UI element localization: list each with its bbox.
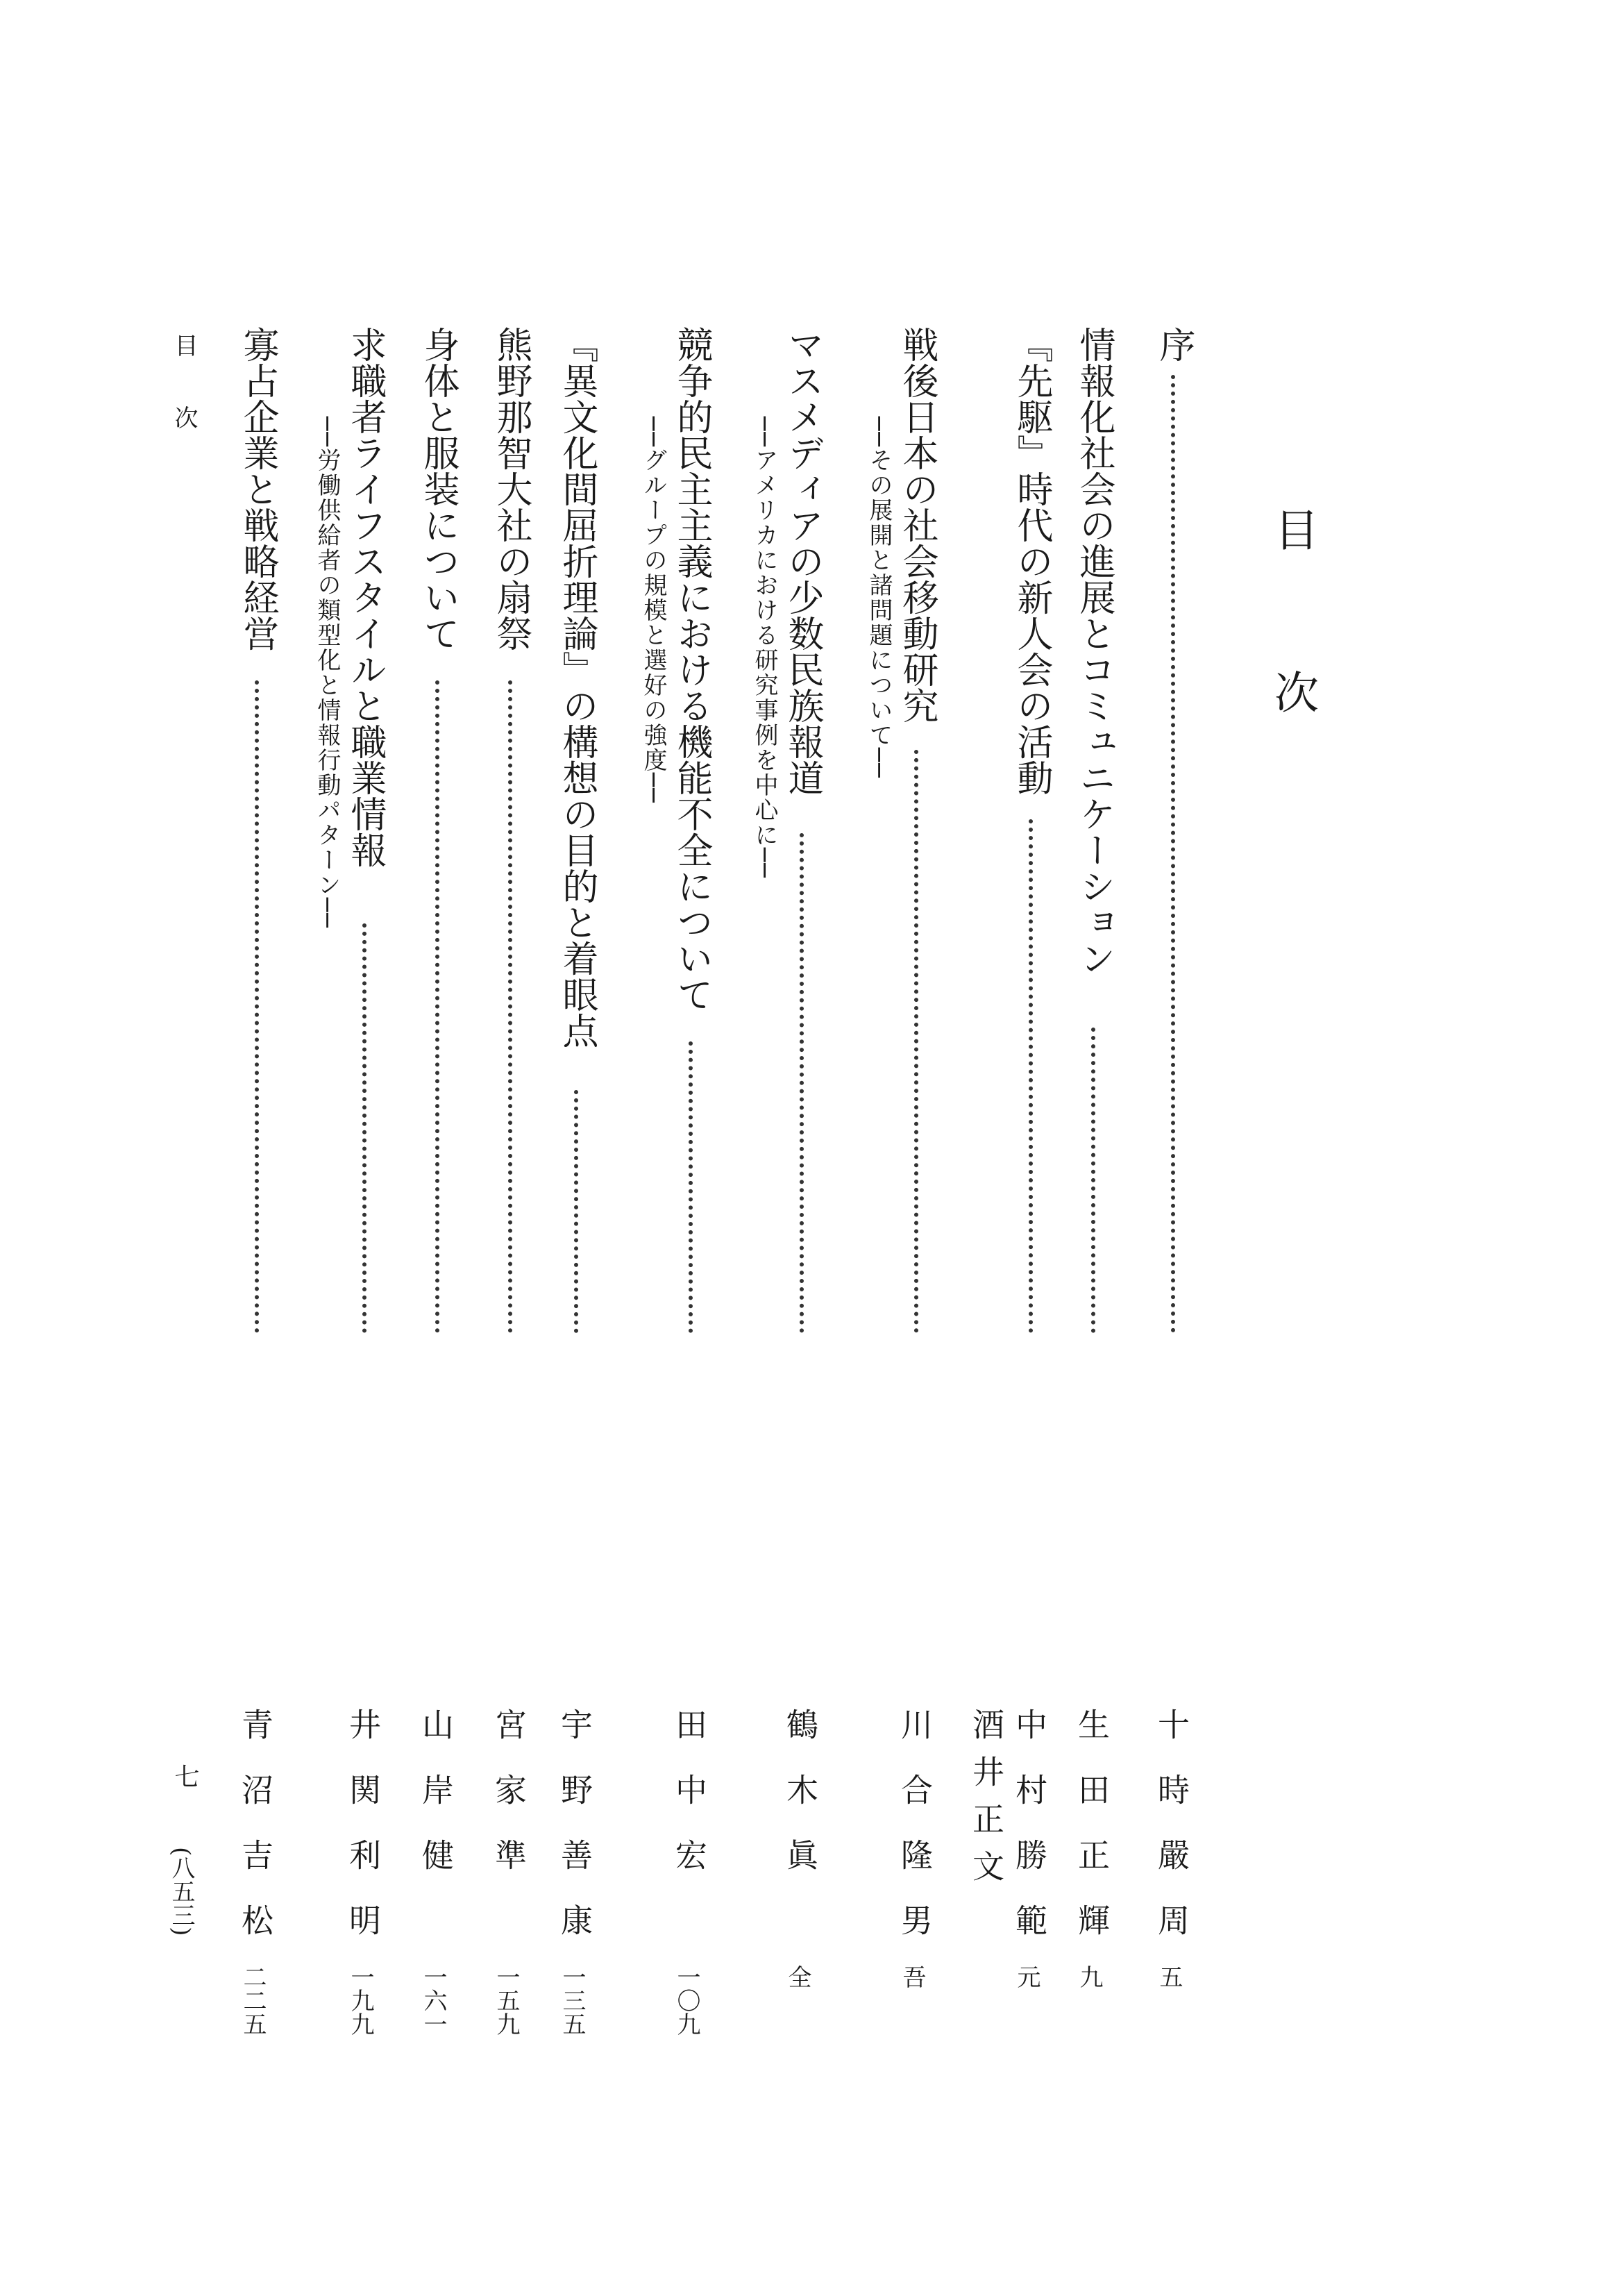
toc-entry[interactable] [750,326,826,2048]
entry-page: 一三五 [558,1965,586,2036]
toc-entry[interactable] [239,326,281,2048]
leader-dots [255,680,263,1333]
entry-page: 一六一 [419,1965,447,2036]
leader-dots [574,1090,582,1333]
entry-page: 二二五 [239,1965,267,2036]
entry-page: 元 [1013,1965,1040,1988]
entry-author: 中村勝範 [1011,1708,1048,1969]
leader-dots [800,833,808,1333]
entry-title: マスメディアの少数民族報道 [782,326,823,796]
entry-page: 一九九 [346,1965,374,2036]
entry-page: 全 [784,1965,811,1988]
entry-author: 山岸健 [417,1708,455,1904]
entry-author: 宮家準 [490,1708,528,1904]
running-head: 目次 [170,333,198,478]
entry-author: 十時嚴周 [1153,1708,1190,1969]
entry-title: 情報化社会の進展とコミュニケーション [1073,326,1115,976]
page-title: 目次 [1267,507,1318,832]
entry-author: 青沼吉松 [237,1708,274,1969]
entry-author: 川合隆男 [896,1708,934,1969]
toc-entry[interactable] [313,326,389,2048]
entry-page: 吾 [898,1965,926,1988]
entry-title: 競争的民主主義における機能不全について [671,326,712,1012]
leader-dots [1171,375,1179,1333]
toc-entry[interactable] [417,326,462,2048]
leader-dots [508,680,516,1333]
entry-author: 鶴木眞 [782,1708,819,1904]
entry-title: 『異文化間屈折理論』の構想の目的と着眼点 [556,326,598,1048]
leader-dots [1091,1028,1099,1333]
entry-page: 五 [1155,1965,1183,1988]
entry-title: 序 [1153,326,1195,362]
toc-entry[interactable] [968,326,1055,2048]
leader-dots [914,750,922,1333]
toc-entry[interactable] [1073,326,1118,2048]
entry-page: 一五九 [492,1965,520,2036]
entry-subtitle: ──グループの規模と選好の強度── [639,417,667,804]
entry-title: 寡占企業と戦略経営 [237,326,278,651]
entry-subtitle: ──その展開と諸問題について── [865,417,893,779]
entry-title: 戦後日本の社会移動研究 [896,326,938,723]
toc-entry[interactable] [490,326,534,2048]
entry-title: 求職者ライフスタイルと職業情報 [344,326,386,868]
toc-entry[interactable] [639,326,715,2048]
entry-title: 『先駆』時代の新人会の活動 [1011,326,1052,796]
sheet-number: (八五三) [167,1847,195,1936]
entry-author: 宇野善康 [556,1708,593,1969]
entry-page: 九 [1075,1965,1103,1988]
entry-title: 熊野那智大社の扇祭 [490,326,532,651]
entry-author: 田中宏 [671,1708,708,1904]
entry-author-secondary: 酒井正文 [968,1708,1005,1897]
entry-subtitle: ──労働供給者の類型化と情報行動パターン── [313,417,341,929]
leader-dots [435,680,444,1333]
entry-author: 生田正輝 [1073,1708,1111,1969]
leader-dots [689,1041,697,1333]
toc-entry[interactable] [556,326,600,2048]
toc-entry-preface[interactable] [1153,326,1197,2048]
toc-entry[interactable] [865,326,941,2048]
leader-dots [1029,819,1037,1333]
page-number: 七 [171,1763,199,1788]
entry-page: 一〇九 [673,1965,700,2036]
leader-dots [362,923,371,1333]
entry-subtitle: ──アメリカにおける研究事例を中心に── [750,417,778,879]
entry-author: 井関利明 [344,1708,382,1969]
entry-title: 身体と服装について [417,326,459,651]
